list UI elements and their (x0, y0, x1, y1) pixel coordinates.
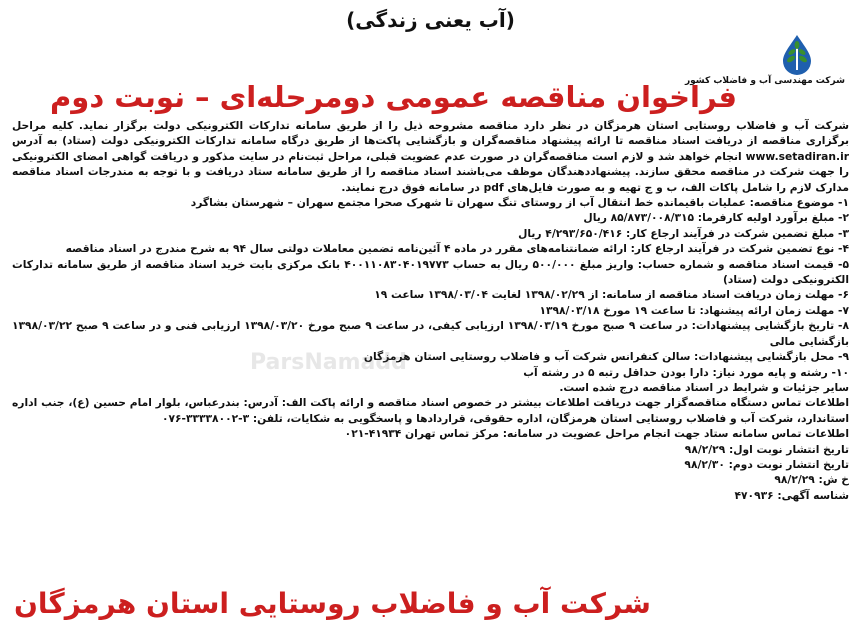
item-opening-location: ۹- محل بازگشایی پیشنهادات: سالن کنفرانس شرکت آب و فاضلاب روستایی استان هرمزگان (363, 350, 849, 364)
kh-sh-date: خ ش: ۹۸/۲/۲۹ (774, 473, 849, 487)
second-publication-date: تاریخ انتشار نوبت دوم: ۹۸/۲/۳۰ (684, 457, 849, 471)
item-opening-date: ۸- تاریخ بازگشایی پیشنهادات: در ساعت ۹ صبح مورخ ۱۳۹۸/۰۳/۱۹ ارزیابی کیفی، در ساعت ۹ صبح مورخ ۱۳۹۸/۰۳/۲۰ ارزیابی فنی و در ساعت ۹ صبح ۱۳۹۸/۰۳/۲۲ بازگشایی مالی (12, 319, 850, 348)
intro-paragraph: شرکت آب و فاضلاب روستایی استان هرمزگان در نظر دارد مناقصه مشروحه ذیل را از طریق سامانه تدارکات الکترونیکی دولت برگزار نماید. کلیه مراحل برگزاری مناقصه از دریافت اسناد مناقصه تا ارائه پیشنهاد مناقصه‌گران و بازگشایی پاکت‌ها از طریق درگاه سامانه تدارکات الکترونیکی دولت (ستاد) به آدرس www.setadiran.ir انجام خواهد شد و لازم است مناقصه‌گران در صورت عدم عضویت قبلی، مراحل ثبت‌نام در سایت مذکور و دریافت گواهی امضای الکترونیکی را جهت شرکت در مناقصه محقق سازند. پیشنهاددهندگان موظف می‌باشند اسناد مناقصه را از طریق سامانه ستاد دریافت و با توجه به مندرجات اسناد مناقصه مدارک لازم را شامل پاکات الف، ب و ج تهیه و به صورت فایل‌های pdf در سامانه فوق درج نمایند. (12, 119, 849, 194)
item-required-grade: ۱۰- رشته و پایه مورد نیاز: دارا بودن حداقل رتبه ۵ در رشته آب (523, 365, 849, 379)
item-subject: ۱- موضوع مناقصه: عملیات باقیمانده خط انتقال آب از روستای تنگ سهران تا شهرک صحرا مجتمع سهران – شهرستان بشاگرد (190, 196, 849, 210)
tender-body (12, 118, 849, 442)
item-document-deadline: ۶- مهلت زمان دریافت اسناد مناقصه از سامانه: از ۱۳۹۸/۰۲/۲۹ لغایت ۱۳۹۸/۰۳/۰۴ ساعت ۱۹ (374, 288, 849, 302)
item-guarantee-type: ۴- نوع تضمین شرکت در فرآیند ارجاع کار: ارائه ضمانتنامه‌های مقرر در ماده ۴ آئین‌نامه تضمین معاملات دولتی سال ۹۴ به شرح مندرج در اسناد مناقصه (65, 242, 849, 256)
watermark: ParsNamadd (250, 350, 407, 375)
ad-id: شناسه آگهی: ۴۷۰۹۳۶ (734, 488, 849, 502)
item-document-price: ۵- قیمت اسناد مناقصه و شماره حساب: واریز مبلغ ۵۰۰/۰۰۰ ریال به حساب ۴۰۰۱۱۰۸۳۰۴۰۱۹۷۷۳ بانک مرکزی بابت خرید اسناد مناقصه از طریق سامانه تدارکات الکترونیکی دولت (ستاد) (12, 257, 849, 287)
first-publication-date: تاریخ انتشار نوبت اول: ۹۸/۲/۲۹ (684, 442, 849, 456)
page-title: فراخوان مناقصه عمومی دومرحله‌ای – نوبت دوم (50, 80, 737, 114)
publication-dates (12, 442, 849, 504)
item-other-details: سایر جزئیات و شرایط در اسناد مناقصه درج شده است. (559, 380, 849, 394)
header (12, 6, 849, 118)
item-estimate: ۲- مبلغ برآورد اولیه کارفرما: ۸۵/۸۷۳/۰۰۸/۳۱۵ ریال (583, 211, 849, 225)
item-submission-deadline: ۷- مهلت زمان ارائه پیشنهاد: تا ساعت ۱۹ مورخ ۱۳۹۸/۰۳/۱۸ (539, 303, 849, 317)
company-small-name: شرکت مهندسی آب و فاضلاب کشور (684, 76, 845, 86)
item-contact-info: اطلاعات تماس دستگاه مناقصه‌گزار جهت دریافت اطلاعات بیشتر در خصوص اسناد مناقصه و ارائه پاکت الف: آدرس: بندرعباس، بلوار امام حسین (ع)، جنب اداره استاندارد، شرکت آب و فاضلاب روستایی استان هرمزگان، اداره حقوقی، قراردادها و پاسخگویی به شکایات، تلفن: ۳-۳۳۳۳۸۰۰۲-۰۷۶ (12, 396, 849, 425)
footer-company-name: شرکت آب و فاضلاب روستایی استان هرمزگان (14, 587, 651, 620)
item-guarantee-amount: ۳- مبلغ تضمین شرکت در فرآیند ارجاع کار: ۴/۲۹۳/۶۵۰/۴۱۶ ریال (518, 226, 849, 240)
water-drop-wheat-icon (775, 32, 819, 76)
company-logo (684, 32, 845, 86)
slogan: (آب یعنی زندگی) (346, 8, 515, 32)
item-setad-contact: اطلاعات تماس سامانه ستاد جهت انجام مراحل عضویت در سامانه: مرکز تماس تهران ۴۱۹۳۴-۰۲۱ (344, 427, 849, 441)
